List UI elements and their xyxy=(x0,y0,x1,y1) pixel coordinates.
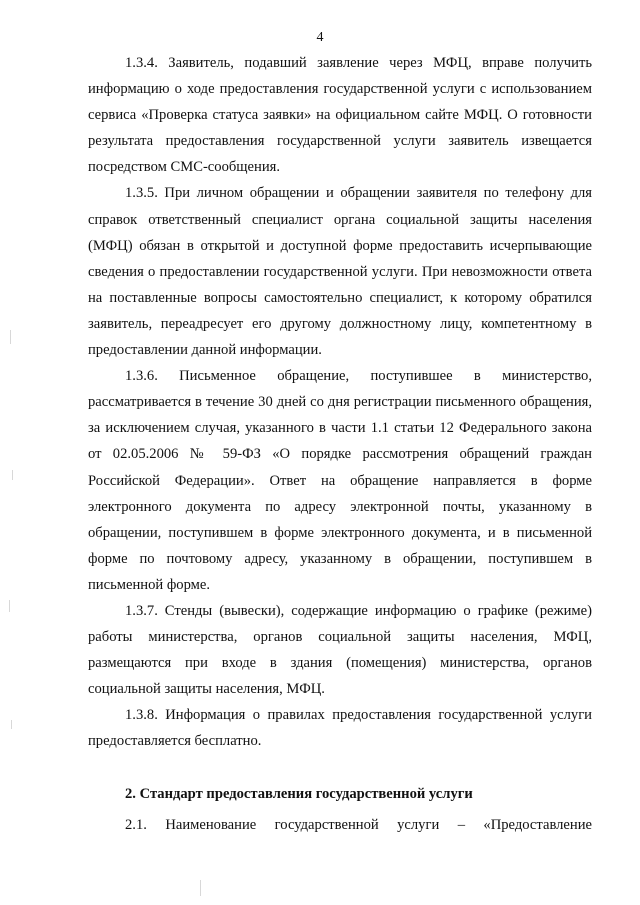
paragraph-1-3-4: 1.3.4. Заявитель, подавший заявление через МФЦ, вправе получить информацию о ходе предоставления государственной услуги с использованием сервиса «Проверка статуса заявки» на официальном сайте МФЦ. О готовности результата предоставления государственной услуги заявитель извещается посредством СМС-сообщения. xyxy=(88,55,592,176)
paragraph-1-3-8: 1.3.8. Информация о правилах предоставления государственной услуги предоставляется бесплатно. xyxy=(88,707,592,750)
scan-mark xyxy=(9,600,10,612)
scan-mark xyxy=(12,470,13,480)
paragraph-2-1: 2.1. Наименование государственной услуги – «Предоставление xyxy=(125,816,592,833)
page-number: 4 xyxy=(316,30,324,45)
section-heading: 2. Стандарт предоставления государственной услуги xyxy=(125,785,473,802)
document-body xyxy=(88,50,592,838)
paragraph-1-3-5: 1.3.5. При личном обращении и обращении заявителя по телефону для справок ответственный специалист органа социальной защиты населения (МФЦ) обязан в открытой и доступной форме предоставить исчерпывающие сведения о предоставлении государственной услуги. При невозможности ответа на поставленные вопросы самостоятельно специалист, к которому обратился заявитель, переадресует его другому должностному лицу, компетентному в предоставлении данной информации. xyxy=(88,185,592,359)
paragraph-1-3-7: 1.3.7. Стенды (вывески), содержащие информацию о графике (режиме) работы министерства, органов социальной защиты населения, МФЦ, размещаются при входе в здания (помещения) министерства, органов социальной защиты населения, МФЦ. xyxy=(88,602,592,698)
paragraph-1-3-6: 1.3.6. Письменное обращение, поступившее в министерство, рассматривается в течение 30 дней со дня регистрации письменного обращения, за исключением случая, указанного в части 1.1 статьи 12 Федерального закона от 02.05.2006 № 59-ФЗ «О порядке рассмотрения обращений граждан Российской Федерации». Ответ на обращение направляется в форме электронного документа по адресу электронной почты, указанному в обращении, поступившем в форме электронного документа, и в письменной форме по почтовому адресу, указанному в обращении, поступившем в письменной форме. xyxy=(88,368,592,593)
scan-mark xyxy=(200,880,201,896)
scan-mark xyxy=(11,720,12,729)
scan-mark xyxy=(10,330,11,344)
